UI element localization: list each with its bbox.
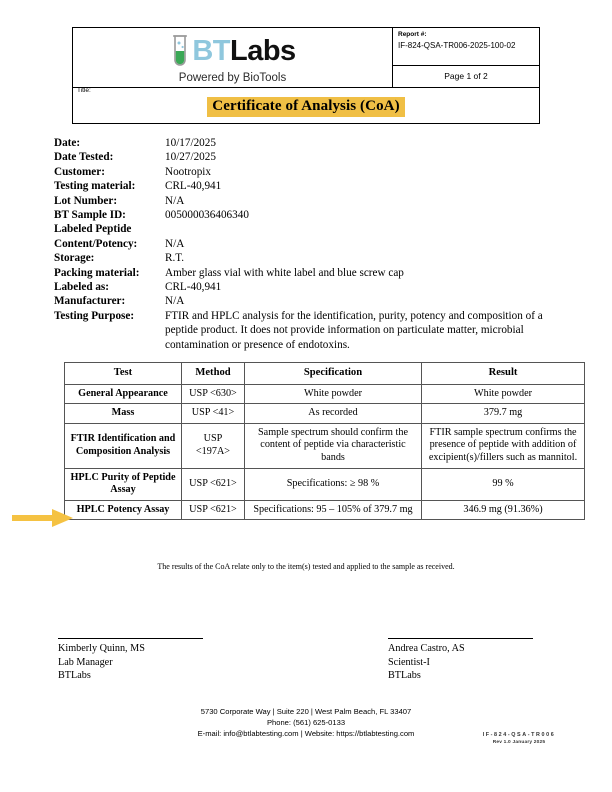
table-row (65, 384, 585, 404)
footer-phone: Phone: (561) 625-0133 (266, 718, 346, 727)
detail-value: 10/17/2025 (165, 137, 216, 149)
table-row (65, 500, 585, 520)
logo-tagline: Powered by BioTools (178, 72, 287, 84)
detail-label: Storage: (54, 252, 95, 265)
detail-row (54, 222, 564, 236)
page-title: Certificate of Analysis (CoA) (207, 97, 404, 117)
logo-text-labs: Labs (229, 34, 296, 67)
table-row (65, 423, 585, 468)
detail-value: N/A (165, 295, 185, 308)
cell-method: USP <41> (182, 404, 245, 424)
document-title-box (72, 85, 540, 124)
detail-row (54, 237, 564, 251)
column-header-method: Method (182, 363, 245, 385)
logo-text-bt: BT (192, 34, 230, 67)
signature-block-scientist (388, 638, 588, 683)
document-code-id: IF-824-QSA-TR006 (482, 732, 556, 738)
detail-row (54, 266, 564, 280)
column-header-specification: Specification (245, 363, 422, 385)
document-code-block (454, 732, 584, 745)
detail-value: N/A (165, 237, 185, 250)
page-indicator: Page 1 of 2 (444, 71, 488, 81)
footer-contact: E-mail: info@btlabtesting.com | Website: https://btlabtesting.com (197, 729, 415, 738)
table-row (65, 468, 585, 500)
detail-row (54, 208, 564, 222)
cell-result: 379.7 mg (422, 404, 585, 424)
cell-specification: Sample spectrum should confirm the content of peptide via characteristic bands (245, 423, 422, 468)
signature-org: BTLabs (388, 670, 421, 682)
cell-test: HPLC Purity of Peptide Assay (65, 468, 182, 500)
detail-label: Packing material: (54, 266, 140, 279)
column-header-result: Result (422, 363, 585, 385)
document-code-revision: Rev 1.0 January 2025 (492, 740, 546, 745)
detail-label: Customer: (54, 165, 105, 178)
detail-value: N/A (165, 194, 185, 207)
detail-row (54, 150, 564, 164)
signature-line (388, 638, 533, 639)
cell-specification: As recorded (245, 404, 422, 424)
signature-org: BTLabs (58, 670, 91, 682)
cell-method: USP <630> (182, 384, 245, 404)
test-tube-icon (169, 34, 191, 68)
detail-value: Amber glass vial with white label and blue screw cap (165, 266, 404, 279)
logo-block (73, 28, 393, 87)
signature-name: Kimberly Quinn, MS (58, 643, 145, 654)
cell-specification: White powder (245, 384, 422, 404)
detail-label: Lot Number: (54, 194, 118, 207)
report-number-label: Report #: (398, 31, 427, 38)
signature-role: Scientist-I (388, 656, 430, 668)
cell-specification: Specifications: 95 – 105% of 379.7 mg (245, 500, 422, 520)
cell-test: FTIR Identification and Composition Analysis (65, 423, 182, 468)
header-meta-block (393, 28, 539, 87)
detail-row (54, 179, 564, 193)
detail-label: Testing material: (54, 180, 136, 193)
detail-label: Labeled Peptide (54, 223, 132, 236)
report-number-box (393, 28, 539, 66)
signature-role: Lab Manager (58, 656, 113, 668)
title-text-row (73, 97, 539, 117)
document-header (72, 27, 540, 88)
detail-label: Labeled as: (54, 281, 110, 294)
cell-result: White powder (422, 384, 585, 404)
detail-row (54, 280, 564, 294)
report-number-value: IF-824-QSA-TR006-2025-100-02 (398, 41, 516, 50)
signature-name: Andrea Castro, AS (388, 643, 465, 654)
results-table (64, 362, 585, 520)
detail-value: CRL-40,941 (165, 281, 222, 294)
sample-details-list (54, 136, 564, 352)
detail-row (54, 294, 564, 308)
highlight-arrow (12, 508, 74, 528)
signature-line (58, 638, 203, 639)
detail-value: 005000036406340 (165, 209, 249, 222)
footer-address: 5730 Corporate Way | Suite 220 | West Palm Beach, FL 33407 (200, 707, 412, 716)
detail-label: Manufacturer: (54, 295, 126, 308)
detail-row (54, 251, 564, 265)
cell-method: USP <621> (182, 468, 245, 500)
detail-label: Date Tested: (54, 151, 114, 164)
detail-row (54, 165, 564, 179)
cell-test: Mass (65, 404, 182, 424)
detail-label: Date: (54, 137, 81, 149)
detail-row (54, 194, 564, 208)
detail-label: Content/Potency: (54, 237, 138, 250)
detail-value: FTIR and HPLC analysis for the identification, purity, potency and composition of a peptide product. It does not provide information on particulate matter, microbial contamination or presence of endotoxins. (165, 309, 543, 351)
cell-test: General Appearance (65, 384, 182, 404)
detail-label: Testing Purpose: (54, 309, 135, 322)
detail-value: CRL-40,941 (165, 180, 222, 193)
title-field-label: Title: (77, 87, 91, 94)
cell-result: FTIR sample spectrum confirms the presence of peptide with addition of excipient(s)/fillers such as mannitol. (422, 423, 585, 468)
logo-row (169, 32, 295, 70)
cell-result: 346.9 mg (91.36%) (422, 500, 585, 520)
detail-value: 10/27/2025 (165, 151, 216, 164)
detail-value: Nootropix (165, 165, 211, 178)
column-header-test: Test (65, 363, 182, 385)
table-row (65, 404, 585, 424)
cell-test: HPLC Potency Assay (65, 500, 182, 520)
detail-label: BT Sample ID: (54, 209, 126, 222)
signature-block-lab-manager (58, 638, 258, 683)
detail-row (54, 136, 564, 150)
cell-method: USP <197A> (182, 423, 245, 468)
table-disclaimer-note: The results of the CoA relate only to the item(s) tested and applied to the sample as received. (157, 562, 455, 571)
cell-method: USP <621> (182, 500, 245, 520)
cell-result: 99 % (422, 468, 585, 500)
table-header-row (65, 363, 585, 385)
cell-specification: Specifications: ≥ 98 % (245, 468, 422, 500)
detail-row-testing-purpose (54, 309, 564, 352)
detail-value: R.T. (165, 252, 185, 265)
